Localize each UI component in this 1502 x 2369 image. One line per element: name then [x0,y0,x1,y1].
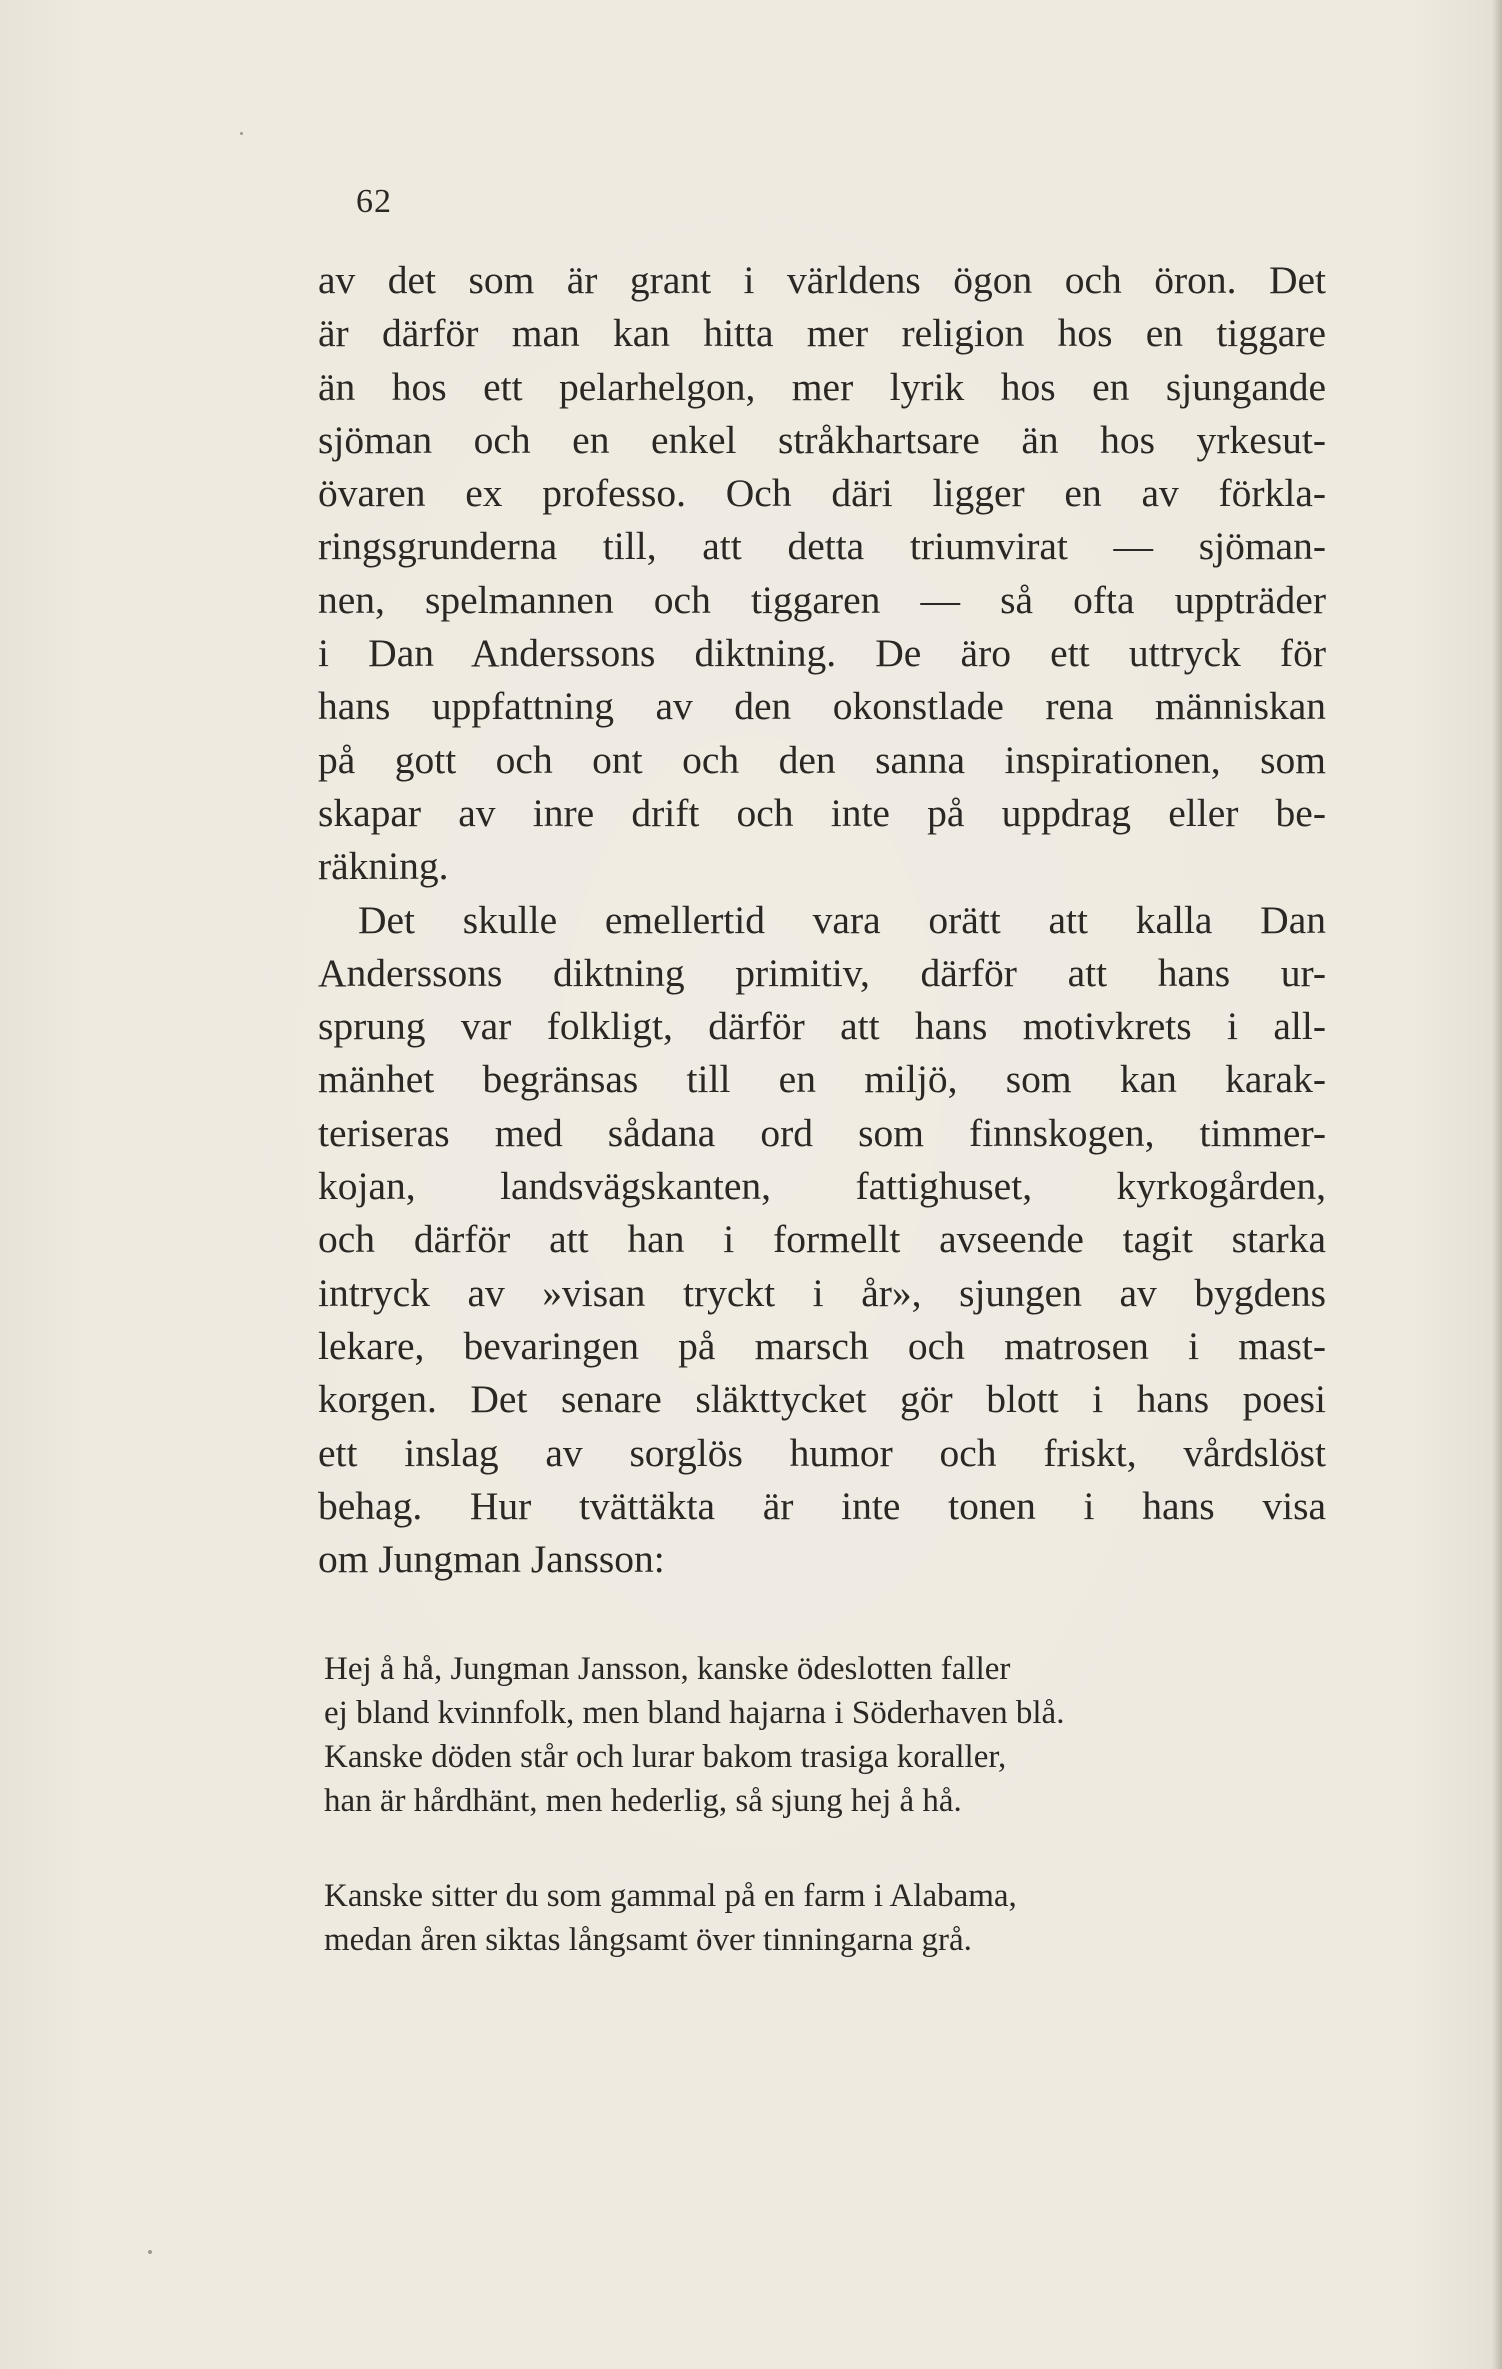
text-line: ett inslag av sorglös humor och friskt, vårdslöst [318,1430,1326,1475]
text-line: räkning. [318,844,449,889]
verse-stanza-2 [324,1874,1017,1962]
text-line: om Jungman Jansson: [318,1537,665,1582]
paper-speck [148,2250,152,2254]
text-line: teriseras med sådana ord som finnskogen, timmer- [318,1110,1326,1155]
text-line: i Dan Anderssons diktning. De äro ett uttryck för [318,631,1326,676]
text-line: nen, spelmannen och tiggaren — så ofta uppträder [318,577,1326,622]
verse-line: medan åren siktas långsamt över tinningarna grå. [324,1922,972,1958]
text-line: intryck av »visan tryckt i år», sjungen av bygdens [318,1270,1326,1315]
text-line: behag. Hur tvättäkta är inte tonen i hans visa [318,1483,1326,1528]
paper-speck [240,132,243,135]
verse-line: Hej å hå, Jungman Jansson, kanske ödeslotten faller [324,1651,1011,1687]
text-line: sprung var folkligt, därför att hans motivkrets i all- [318,1004,1326,1049]
text-line: och därför att han i formellt avseende tagit starka [318,1217,1326,1262]
text-line: lekare, bevaringen på marsch och matrosen i mast- [318,1323,1326,1368]
verse-stanza-1 [324,1647,1064,1823]
text-line: sjöman och en enkel stråkhartsare än hos yrkesut- [318,417,1326,462]
text-line: skapar av inre drift och inte på uppdrag eller be- [318,790,1326,835]
text-line: än hos ett pelarhelgon, mer lyrik hos en sjungande [318,364,1326,409]
page-edge-shadow [1492,0,1502,2369]
text-line: Anderssons diktning primitiv, därför att hans ur- [318,950,1326,995]
page-number: 62 [356,183,392,220]
text-line: övaren ex professo. Och däri ligger en av förkla- [318,471,1326,516]
body-text [318,254,1326,1586]
verse-line: han är hårdhänt, men hederlig, så sjung hej å hå. [324,1783,962,1819]
text-line: kojan, landsvägskanten, fattighuset, kyrkogården, [318,1164,1326,1209]
verse-line: ej bland kvinnfolk, men bland hajarna i Söderhaven blå. [324,1695,1065,1731]
text-line: på gott och ont och den sanna inspirationen, som [318,737,1326,782]
text-line: ringsgrunderna till, att detta triumvirat — sjöman- [318,524,1326,569]
text-line: mänhet begränsas till en miljö, som kan karak- [318,1057,1326,1102]
verse-line: Kanske döden står och lurar bakom trasiga koraller, [324,1739,1007,1775]
text-line: av det som är grant i världens ögon och öron. Det [318,258,1326,302]
paragraph-start-line: Det skulle emellertid vara orätt att kalla Dan [358,897,1326,942]
verse-line: Kanske sitter du som gammal på en farm i Alabama, [324,1878,1017,1914]
text-line: är därför man kan hitta mer religion hos en tiggare [318,311,1326,356]
text-line: korgen. Det senare släkttycket gör blott i hans poesi [318,1377,1326,1422]
text-line: hans uppfattning av den okonstlade rena människan [318,684,1326,729]
